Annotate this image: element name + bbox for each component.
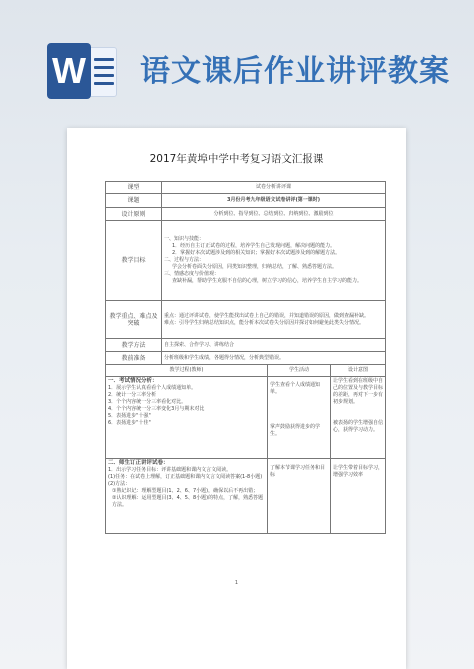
section-1-line: 2．统计一分三率分析 (108, 392, 157, 398)
section-1-intent (331, 377, 386, 459)
goals-line: 1．经历自主订正试卷的过程，培养学生自己发现问题，解决问题的能力。 (172, 243, 336, 249)
section-1-title: 一．考试情况分析： (108, 378, 158, 384)
student-activity-b: 掌声鼓励获得进步的学生。 (270, 424, 321, 437)
method-label: 教学方法 (106, 339, 162, 352)
section-2-student: 了解本节课学习任务和目标 (268, 459, 331, 534)
type-label: 课型 (106, 182, 162, 194)
section-2-title: 二．师生订正讲评试卷： (108, 460, 169, 466)
student-activity-a: 学生查看个人成绩通知单。 (270, 382, 321, 395)
section-2-line: 1．出示学习任务目标：评讲基础题和课内文言文阅读。 (108, 467, 232, 473)
goals-line: 三、情感态度与价值观： (164, 271, 220, 277)
section-1-student (268, 377, 331, 459)
lesson-plan-table (105, 181, 386, 534)
section-1-line: 5．表扬进步"十强" (108, 413, 151, 419)
goals-line: 二、过程与方法： (164, 257, 205, 263)
banner (0, 0, 474, 110)
goals-line: 学会分析卷面失分原因，同类知识整理，归纳总结，了解、熟悉答题方法。 (172, 264, 338, 270)
row-topic (106, 194, 386, 208)
prep-value: 分析班级和学生成绩，各题得分情况，分析典型错误。 (162, 352, 386, 365)
document-title: 2017年黄埠中学中考复习语文汇报课 (149, 153, 324, 165)
section-1-line: 1．展示学生认真看看个人成绩通知单。 (108, 385, 197, 391)
row-process-header (106, 365, 386, 377)
focus-content (162, 301, 386, 339)
row-goals (106, 221, 386, 301)
section-1-line: 4．个个内容统一分三率变化3月与期末对比 (108, 406, 205, 412)
section-1-line: 3．个个内容统一分三率看化对比。 (108, 399, 187, 405)
section-2-intent: 让学生带着目标学习，增强学习效率 (331, 459, 386, 534)
principle-label: 设计原则 (106, 208, 162, 221)
design-intent-header: 设计意图 (331, 365, 386, 377)
row-section-2 (106, 459, 386, 534)
section-2-line: (2)方法： (108, 481, 131, 487)
focus-line: 重点：通过评讲试卷，使学生能找出试卷上自己的错误，并知道错误的原因，做到查漏补缺。 (164, 312, 370, 319)
method-value: 自主探索、合作学习、讲练结合 (162, 339, 386, 352)
section-2-line: (1)任务：在试卷上理解，订正基础题和课内文言文阅读答案(1-8小题) (108, 474, 263, 480)
topic-value: 3月份月考九年级语文试卷讲评(第一课时) (162, 194, 386, 208)
principle-value: 分析到位、指导到位、总结到位、归纳到位、激励到位 (162, 208, 386, 221)
document-page (67, 128, 406, 669)
section-2-line: ①熟记识记：理解型题目(1、2、6、7小题)，确保以后不再出错； (112, 488, 259, 494)
row-prep (106, 352, 386, 365)
focus-label: 教学重点、难点及突破 (106, 301, 162, 339)
section-1-content (106, 377, 268, 459)
row-section-1 (106, 377, 386, 459)
goals-label: 教学目标 (106, 221, 162, 301)
focus-line: 难点：引导学生归纳总结知识点，能分析本次试卷失分原因并探讨如何避免此类失分情况。 (164, 319, 365, 326)
goals-content (162, 221, 386, 301)
word-letter: W (47, 43, 91, 99)
row-method (106, 339, 386, 352)
student-activity-header: 学生活动 (268, 365, 331, 377)
row-type (106, 182, 386, 194)
row-principle (106, 208, 386, 221)
word-logo-icon (47, 43, 117, 99)
row-focus (106, 301, 386, 339)
goals-line: 查缺补漏，帮助学生克服不自信的心理，树立学习的信心，培养学生自主学习的能力。 (172, 278, 363, 284)
topic-label: 课题 (106, 194, 162, 208)
banner-title: 语文课后作业讲评教案 (140, 54, 450, 89)
goals-line: 一、知识与技能： (164, 236, 205, 242)
design-intent-b: 被表扬的学生增强自信心，获得学习动力。 (333, 420, 384, 433)
section-2-line: ②认识理解：运用型题目(3、4、5、8小题)的特点，了解，熟悉答题方法。 (112, 495, 264, 508)
goals-line: 2．掌握好本次试题涉及到的相关知识；掌握好本次试题涉及到的解题方法。 (172, 250, 341, 256)
section-2-content (106, 459, 268, 534)
section-1-line: 6．表扬进步"十佳" (108, 420, 151, 426)
process-header: 教学过程(教师) (106, 365, 268, 377)
prep-label: 教前准备 (106, 352, 162, 365)
design-intent-a: 让学生看到在班级中自己的位置及与教学目标的差距，再对下一步有初步规划。 (333, 378, 384, 405)
page-number: 1 (234, 580, 239, 586)
type-value: 试卷分析讲评课 (162, 182, 386, 194)
